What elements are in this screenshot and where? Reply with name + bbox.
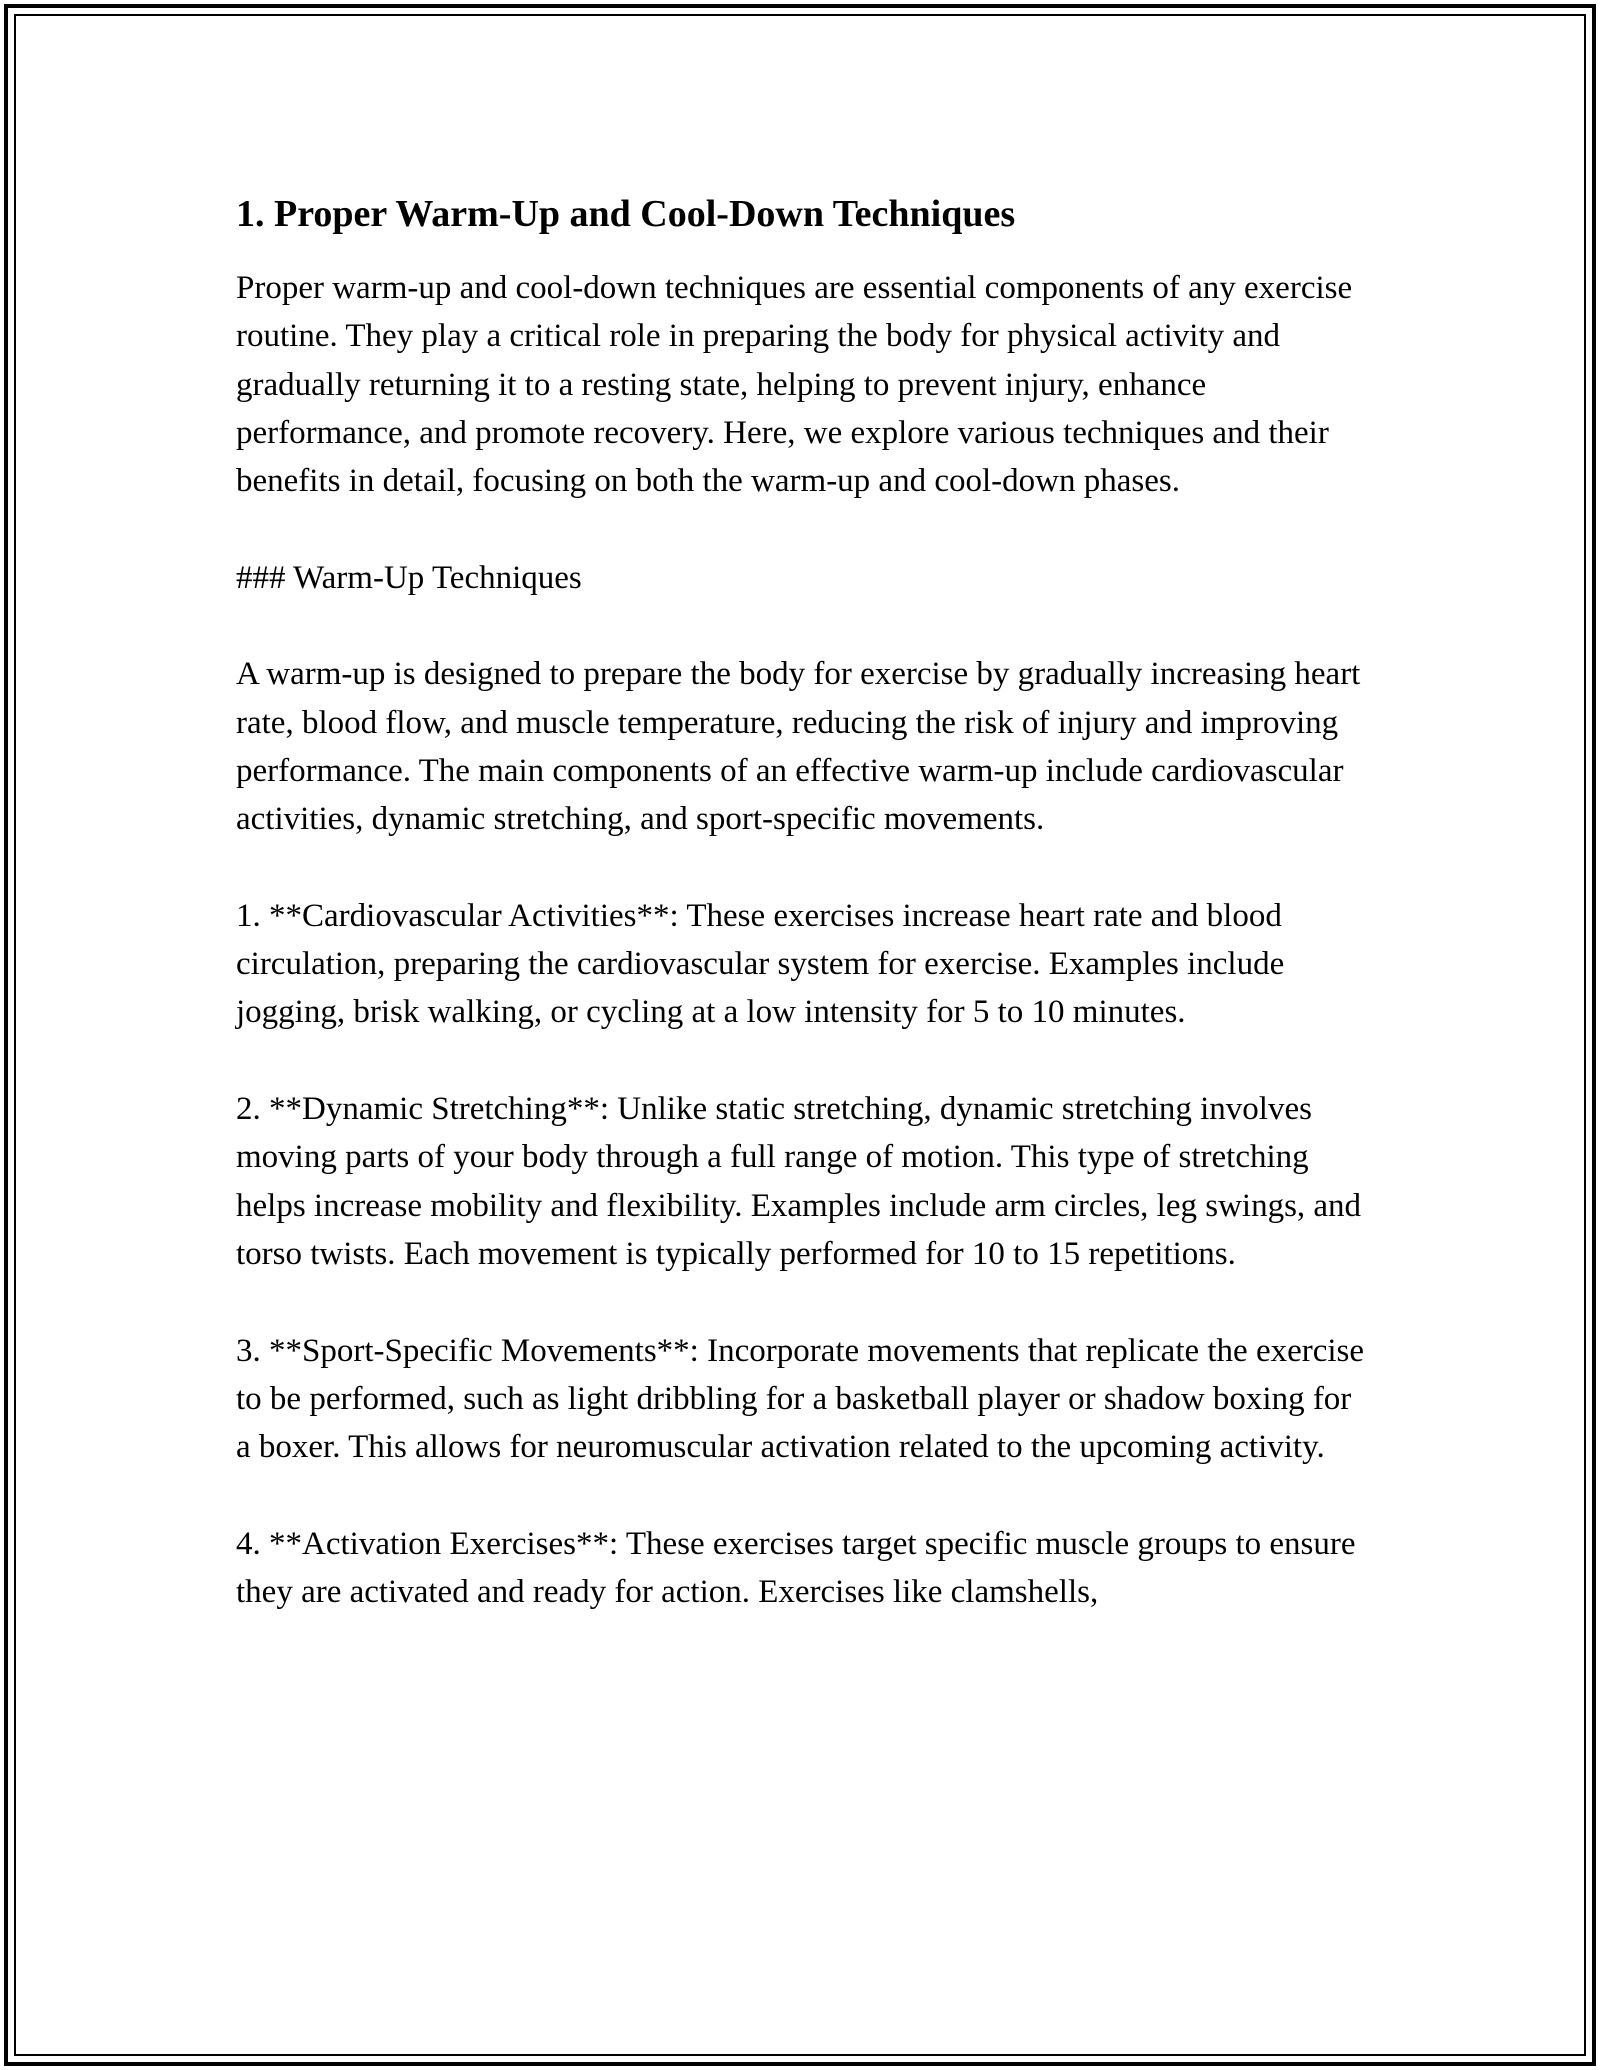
intro-paragraph: Proper warm-up and cool-down techniques are essential components of any exercise routine. They play a critical role in preparing the body for physical activity and gradually returning it to a resting state, helping to prevent injury, enhance performance, and promote recovery. Here, we explore various techniques and their benefits in detail, focusing on both the warm-up and cool-down phases. xyxy=(236,270,1353,500)
warmup-intro-paragraph: A warm-up is designed to prepare the body for exercise by gradually increasing heart rate, blood flow, and muscle temperature, reducing the risk of injury and improving performance. The main components of an effective warm-up include cardiovascular activities, dynamic stretching, and sport-specific movements. xyxy=(236,656,1361,838)
page-title: 1. Proper Warm-Up and Cool-Down Techniques xyxy=(236,193,1016,235)
list-item-activation: 4. **Activation Exercises**: These exercises target specific muscle groups to ensure they are activated and ready for action. Exercises like clamshells, xyxy=(236,1525,1356,1611)
list-item-dynamic-stretching: 2. **Dynamic Stretching**: Unlike static stretching, dynamic stretching involves moving parts of your body through a full range of motion. This type of stretching helps increase mobility and flexibility. Examples include arm circles, leg swings, and torso twists. Each movement is typically performed for 10 to 15 repetitions. xyxy=(236,1091,1362,1272)
document-body xyxy=(236,186,1366,1665)
warmup-heading: ### Warm-Up Techniques xyxy=(236,559,582,596)
list-item-cardiovascular: 1. **Cardiovascular Activities**: These exercises increase heart rate and blood circulation, preparing the cardiovascular system for exercise. Examples include jogging, brisk walking, or cycling at a low intensity for 5 to 10 minutes. xyxy=(236,897,1285,1031)
list-item-sport-specific: 3. **Sport-Specific Movements**: Incorporate movements that replicate the exercise to be performed, such as light dribbling for a basketball player or shadow boxing for a boxer. This allows for neuromuscular activation related to the upcoming activity. xyxy=(236,1332,1365,1466)
